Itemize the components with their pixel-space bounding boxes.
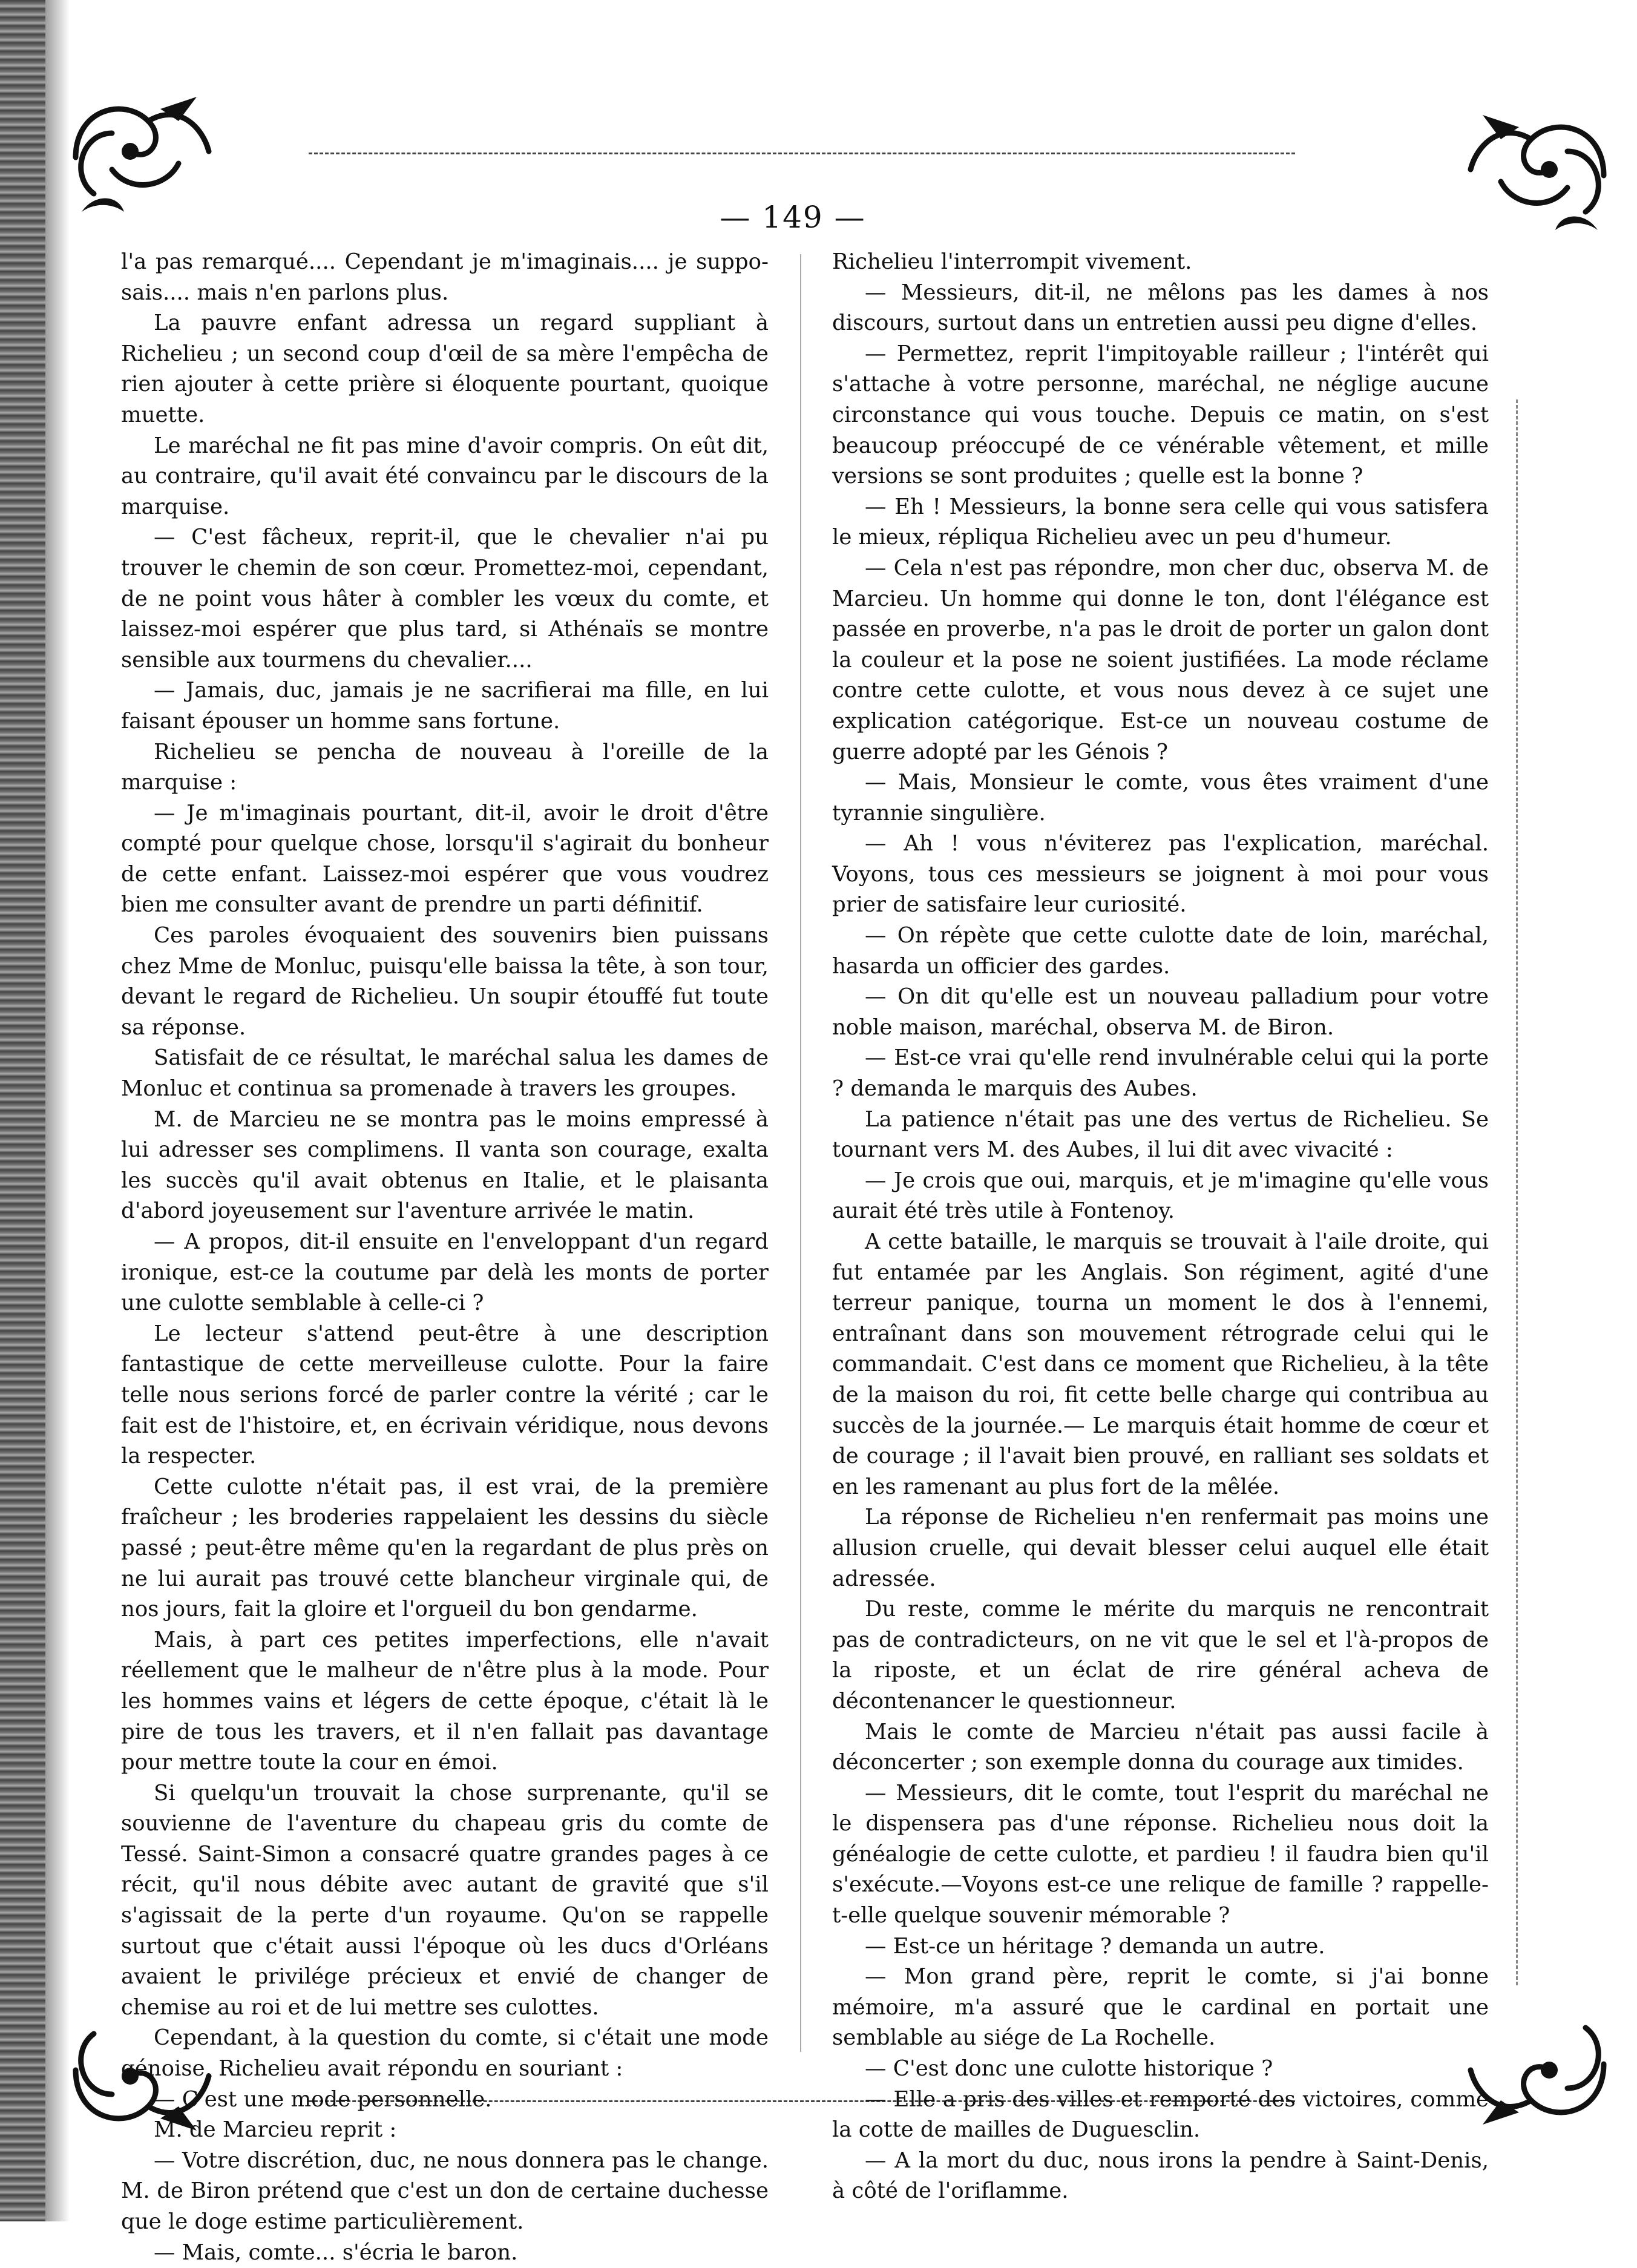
paragraph: Ces paroles évoquaient des souvenirs bien puissans chez Mme de Monluc, puisqu'elle baissa la tête, à son tour, devant le regard de Richelieu. Un soupir étouffé fut toute sa réponse. <box>121 923 769 1040</box>
left-text-column <box>121 247 769 2265</box>
paragraph: — Permettez, reprit l'impitoyable railleur ; l'intérêt qui s'attache à votre personne, maréchal, ne néglige aucune circonstance qui vous touche. Depuis ce matin, on s'est beaucoup préoccupé de ce vénérable vêtement, et mille versions se sont produites ; quelle est la bonne ? <box>832 341 1489 489</box>
paragraph: — Cela n'est pas répondre, mon cher duc, observa M. de Marcieu. Un homme qui donne le ton, dont l'élégance est passée en proverbe, n'a pas le droit de porter un galon dont la couleur et la pose ne soient justifiées. La mode réclame contre cette culotte, et vous nous devez à ce sujet une explication catégorique. Est-ce un nouveau costume de guerre adopté par les Génois ? <box>832 555 1489 764</box>
paragraph: A cette bataille, le marquis se trouvait à l'aile droite, qui fut entamée par les Anglais. Son régiment, agité d'une terreur panique, tourna un moment le dos à l'ennemi, entraînant dans son mouvement rétrograde celui qui le commandait. C'est dans ce moment que Richelieu, à la tête de la maison du roi, fit cette belle charge qui contribua au succès de la journée.— Le marquis était homme de cœur et de courage ; il l'avait bien prouvé, en ralliant ses soldats et en les ramenant au plus fort de la mêlée. <box>832 1229 1489 1499</box>
paragraph: Du reste, comme le mérite du marquis ne rencontrait pas de contradicteurs, on ne vit que le sel et l'à-propos de la riposte, et un éclat de rire général acheva de décontenancer le questionneur. <box>832 1597 1489 1714</box>
paragraph: — On répète que cette culotte date de loin, maréchal, hasarda un officier des gardes. <box>832 923 1489 979</box>
paragraph: Richelieu l'interrompit vivement. <box>832 249 1192 274</box>
binding-spine-shadow <box>0 0 45 2221</box>
paragraph: — Est-ce vrai qu'elle rend invulnérable celui qui la porte ? demanda le marquis des Aubes. <box>832 1045 1489 1102</box>
paragraph: — Je crois que oui, marquis, et je m'imagine qu'elle vous aurait été très utile à Fontenoy. <box>832 1168 1489 1224</box>
paragraph: — A la mort du duc, nous irons la pendre à Saint-Denis, à côté de l'oriflamme. <box>832 2148 1489 2204</box>
paragraph: — C'est fâcheux, reprit-il, que le chevalier n'ai pu trouver le chemin de son cœur. Promettez-moi, cependant, de ne point vous hâter à combler les vœux du comte, et laissez-moi espérer que plus tard, si Athénaïs se montre sensible aux tourmens du chevalier.... <box>121 525 769 672</box>
paragraph: Si quelqu'un trouvait la chose surprenante, qu'il se souvienne de l'aventure du chapeau gris du comte de Tessé. Saint-Simon a consacré quatre grandes pages à ce récit, qu'il nous débite avec autant de gravité que s'il s'agissait de la perte d'un royaume. Qu'on se rappelle surtout que c'était aussi l'époque où les ducs d'Orléans avaient le privilége précieux et envié de changer de chemise au roi et de lui mettre ses culottes. <box>121 1780 769 2020</box>
top-right-scroll-ornament-icon <box>1465 91 1622 248</box>
paragraph: M. de Marcieu ne se montra pas le moins empressé à lui adresser ses complimens. Il vanta son courage, exalta les succès qu'il avait obtenus en Italie, et le plaisanta d'abord joyeusement sur l'aventure arrivée le matin. <box>121 1106 769 1224</box>
paragraph: — C'est donc une culotte historique ? <box>865 2056 1273 2082</box>
paragraph: l'a pas remarqué.... Cependant je m'imaginais.... je supposais.... mais n'en parlons plus. <box>121 249 769 305</box>
paragraph: Mais, à part ces petites imperfections, elle n'avait réellement que le malheur de n'être plus à la mode. Pour les hommes vains et légers de cette époque, c'était là le pire de tous les travers, et il n'en fallait pas davantage pour mettre toute la cour en émoi. <box>121 1627 769 1775</box>
top-left-scroll-ornament-icon <box>57 73 215 230</box>
paragraph: M. de Marcieu reprit : <box>154 2117 397 2143</box>
paragraph: La patience n'était pas une des vertus de Richelieu. Se tournant vers M. des Aubes, il lui dit avec vivacité : <box>832 1106 1489 1163</box>
paragraph: — Mais, comte... s'écria le baron. <box>154 2240 518 2265</box>
paragraph: Le maréchal ne fit pas mine d'avoir compris. On eût dit, au contraire, qu'il avait été convaincu par le discours de la marquise. <box>121 433 769 519</box>
paragraph: — Je m'imaginais pourtant, dit-il, avoir le droit d'être compté pour quelque chose, lorsqu'il s'agirait du bonheur de cette enfant. Laissez-moi espérer que vous voudrez bien me consulter avant de prendre un parti définitif. <box>121 800 769 918</box>
paragraph: — On dit qu'elle est un nouveau palladium pour votre noble maison, maréchal, observa M. de Biron. <box>832 984 1489 1040</box>
right-text-column <box>832 247 1489 2204</box>
paragraph: — Eh ! Messieurs, la bonne sera celle qui vous satisfera le mieux, répliqua Richelieu avec un peu d'humeur. <box>832 494 1489 550</box>
paragraph: — Est-ce un héritage ? demanda un autre. <box>865 1933 1325 1959</box>
paragraph: Cette culotte n'était pas, il est vrai, de la première fraîcheur ; les broderies rappelaient les dessins du siècle passé ; peut-être même qu'en la regardant de plus près on ne lui aurait pas trouvé cette blancheur virginale qui, de nos jours, fait la gloire et l'orgueil du bon gendarme. <box>121 1474 769 1622</box>
paragraph: La réponse de Richelieu n'en renfermait pas moins une allusion cruelle, qui devait blesser celui auquel elle était adressée. <box>832 1505 1489 1591</box>
paragraph: Le lecteur s'attend peut-être à une description fantastique de cette merveilleuse culotte. Pour la faire telle nous serions forcé de parler contre la vérité ; car le fait est de l'histoire, et, en écrivain véridique, nous devons la respecter. <box>121 1321 769 1469</box>
paragraph: — Messieurs, dit le comte, tout l'esprit du maréchal ne le dispensera pas d'une réponse. Richelieu nous doit la généalogie de cette culotte, et pardieu ! il faudra bien qu'il s'exécute.—Voyons est-ce une relique de famille ? rappelle-t-elle quelque souvenir mémorable ? <box>832 1780 1489 1928</box>
page-number: — 149 — <box>720 200 866 235</box>
paragraph: Richelieu se pencha de nouveau à l'oreille de la marquise : <box>121 739 769 795</box>
paragraph: — Mon grand père, reprit le comte, si j'ai bonne mémoire, m'a assuré que le cardinal en portait une semblable au siége de La Rochelle. <box>832 1964 1489 2051</box>
binding-spine-fade <box>45 0 70 2221</box>
paragraph: — Elle a pris des villes et remporté des victoires, comme la cotte de mailles de Duguesclin. <box>832 2086 1489 2143</box>
paragraph: — Mais, Monsieur le comte, vous êtes vraiment d'une tyrannie singulière. <box>832 770 1489 826</box>
paragraph: — Ah ! vous n'éviterez pas l'explication, maréchal. Voyons, tous ces messieurs se joignent à moi pour vous prier de satisfaire leur curiosité. <box>832 831 1489 918</box>
paragraph: — C'est une mode personnelle. <box>154 2086 492 2112</box>
paragraph: — A propos, dit-il ensuite en l'enveloppant d'un regard ironique, est-ce la coutume par delà les monts de porter une culotte semblable à celle-ci ? <box>121 1229 769 1316</box>
right-edge-dashed-line <box>1516 399 1518 1985</box>
paragraph: — Votre discrétion, duc, ne nous donnera pas le change. M. de Biron prétend que c'est un don de certaine duchesse que le doge estime particulièrement. <box>121 2148 769 2234</box>
paragraph: — Messieurs, dit-il, ne mêlons pas les dames à nos discours, surtout dans un entretien aussi peu digne d'elles. <box>832 280 1489 336</box>
paragraph: Cependant, à la question du comte, si c'était une mode génoise, Richelieu avait répondu en souriant : <box>121 2025 769 2082</box>
paragraph: Satisfait de ce résultat, le maréchal salua les dames de Monluc et continua sa promenade à travers les groupes. <box>121 1045 769 1102</box>
column-gutter <box>800 254 801 2052</box>
paragraph: — Jamais, duc, jamais je ne sacrifierai ma fille, en lui faisant épouser un homme sans fortune. <box>121 678 769 734</box>
paragraph: Mais le comte de Marcieu n'était pas aussi facile à déconcerter ; son exemple donna du courage aux timides. <box>832 1719 1489 1775</box>
top-decorative-rule <box>309 153 1295 154</box>
paragraph: La pauvre enfant adressa un regard suppliant à Richelieu ; un second coup d'œil de sa mère l'empêcha de rien ajouter à cette prière si éloquente pourtant, quoique muette. <box>121 311 769 427</box>
